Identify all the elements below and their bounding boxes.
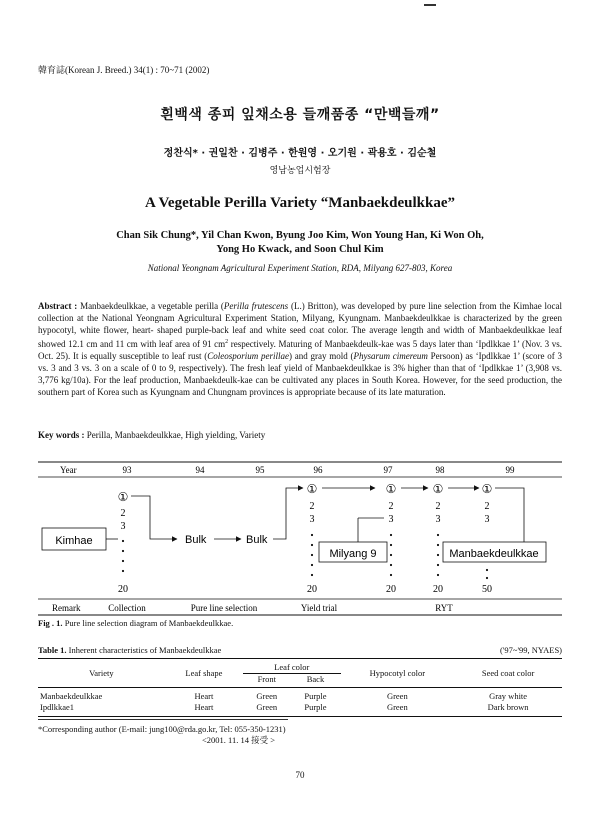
col93-count: 20 (118, 584, 128, 595)
characteristics-table (38, 658, 562, 717)
col96-count: 20 (307, 584, 317, 595)
col99-two: 2 (484, 501, 490, 512)
footnote-corresponding-author: *Corresponding author (E-mail: jung100@rda.go.kr, Tel: 055-350-1231) (38, 724, 286, 734)
journal-reference: 韓育誌(Korean J. Breed.) 34(1) : 70~71 (2002) (38, 65, 210, 75)
english-authors-line-2: Yong Ho Kwack, and Soon Chul Kim (216, 244, 384, 255)
page-number: 70 (295, 770, 305, 780)
cell-hypocotyl: Green (386, 691, 408, 701)
table-caption-label: Table 1. (38, 645, 67, 655)
bulk-94: Bulk (185, 534, 207, 546)
cell-leaf-shape: Heart (194, 702, 214, 712)
col93-dots (122, 540, 124, 572)
korean-authors: 정찬식* · 권일찬 · 김병주 · 한원영 · 오기원 · 곽용호 · 김순철 (163, 148, 437, 159)
english-title: A Vegetable Perilla Variety “Manbaekdeulkkae” (144, 195, 455, 211)
english-authors (0, 229, 600, 257)
abstract-text-3: respectively. Maturing of Manbaekdeulk-kae was 5 days later than ‘Ipdlkkae 1’ (Nov. 3 vs. Oct. 25). It is equally susceptible to leaf rust ( (38, 339, 563, 361)
english-institution: National Yeongnam Agricultural Experiment Station, RDA, Milyang 627-803, Korea (147, 263, 453, 273)
kimhae-label: Kimhae (55, 535, 93, 547)
year-94: 94 (195, 465, 205, 475)
abstract (38, 300, 562, 398)
col99-three: 3 (484, 514, 490, 525)
keywords-text: Perilla, Manbaekdeulkkae, High yielding, Variety (84, 430, 266, 440)
th-front: Front (257, 674, 276, 684)
th-variety: Variety (89, 668, 114, 678)
cell-hypocotyl: Green (386, 702, 408, 712)
year-98: 98 (435, 465, 445, 475)
keywords-label: Key words : (38, 430, 85, 440)
cell-front: Green (256, 702, 278, 712)
korean-institution: 영남농업시험장 (269, 166, 331, 176)
milyang9-label: Milyang 9 (329, 548, 377, 560)
selection-diagram (38, 458, 562, 618)
col97-count: 20 (386, 584, 396, 595)
remark-collection: Collection (108, 603, 146, 613)
th-back: Back (306, 674, 325, 684)
col97-dots (390, 534, 392, 576)
figure-caption-label: Fig . 1. (38, 618, 63, 628)
th-hypocotyl: Hypocotyl color (369, 667, 426, 678)
korean-title: 흰백색 종피 잎채소용 들깨품종 “만백들깨” (160, 107, 440, 123)
table-row (38, 702, 562, 717)
col98-count: 20 (433, 584, 443, 595)
arrow-bulk-to-96 (273, 488, 303, 539)
table-caption (38, 645, 221, 655)
bulk-95: Bulk (246, 534, 268, 546)
arrow-93-to-bulk (131, 496, 177, 539)
col96-circled-one: ① (306, 482, 318, 496)
year-95: 95 (255, 465, 265, 475)
remark-yield-trial: Yield trial (300, 603, 338, 613)
abstract-superscript: 2 (225, 339, 229, 345)
table-note: ('97~'99, NYAES) (500, 645, 562, 655)
abstract-mold-species: Physarum cimereum (353, 351, 428, 361)
th-leaf-shape: Leaf shape (185, 667, 223, 678)
top-mark (424, 4, 436, 6)
col99-dots (486, 569, 488, 579)
th-seed-coat: Seed coat color (481, 667, 535, 678)
abstract-text-5: Persoon) as ‘Ipdlkkae 1’ (score of 3 vs. 3 and 3 vs. 3 on a scale of 0 to 9, respectively). The fresh leaf yield of Manbaekdeulkkae is 3% higher than that of ‘Ipdlkkae 1’ (3,908 vs. 3,776 kg/10a). For the leaf production, Manbaekdeulk-kae can be cultivated any places in South Korea. However, for the seed production, the southern part of Korea such as Kyungnam and Chungnam provinces is appropriate because of its late maturation. (38, 351, 562, 397)
english-authors-line-1: Chan Sik Chung*, Yil Chan Kwon, Byung Joo Kim, Won Young Han, Ki Won Oh, (116, 230, 484, 241)
abstract-text-2: (L.) Britton), was developed by pure line selection from the Kimhae local collection at the National Yeongnam Agricultural Experiment Station, Milyang, Kyungnam. Manbaekdeulkkae is characterized by the green hypocotyl, white flower, heart- shaped purple-back leaf and white seed coat color. The average length and width of Manbaekdeulkkae leaf showed 12.1 cm and 11 cm with leaf area of 91 cm (38, 301, 562, 349)
abstract-text-1: Manbaekdeulkkae, a vegetable perilla ( (77, 301, 224, 311)
cell-front: Green (256, 691, 278, 701)
col96-two: 2 (309, 501, 315, 512)
year-93: 93 (122, 465, 132, 475)
remark-ryt: RYT (435, 603, 453, 613)
cell-back: Purple (304, 691, 327, 701)
col93-circled-one: ① (117, 490, 129, 504)
table-caption-text: Inherent characteristics of Manbaekdeulkkae (66, 645, 222, 655)
col98-three: 3 (435, 514, 441, 525)
col97-two: 2 (388, 501, 394, 512)
cell-variety: Manbaekdeulkkae (40, 691, 103, 701)
figure-caption-text: Pure line selection diagram of Manbaekdeulkkae. (62, 618, 234, 628)
cell-variety: Ipdlkkae1 (40, 702, 74, 712)
year-96: 96 (313, 465, 323, 475)
abstract-label: Abstract : (38, 301, 78, 311)
keywords (38, 430, 265, 440)
col96-dots (311, 534, 313, 576)
th-leaf-color: Leaf color (243, 659, 340, 674)
year-97: 97 (383, 465, 393, 475)
remark-pure-line: Pure line selection (190, 603, 258, 613)
abstract-text-4: ) and gray mold ( (289, 351, 354, 361)
cell-seed-coat: Gray white (489, 691, 528, 701)
col98-dots (437, 534, 439, 576)
footnote-received-date: <2001. 11. 14 接受 > (202, 735, 276, 745)
year-99: 99 (505, 465, 515, 475)
col99-circled-one: ① (481, 482, 493, 496)
cell-seed-coat: Dark brown (487, 702, 529, 712)
col96-three: 3 (309, 514, 315, 525)
footnote-rule (38, 719, 288, 720)
cell-leaf-shape: Heart (194, 691, 214, 701)
footnote (38, 724, 286, 746)
abstract-species: Perilla frutescens (223, 301, 289, 311)
col98-circled-one: ① (432, 482, 444, 496)
col97-circled-one: ① (385, 482, 397, 496)
diagram-remark-label: Remark (52, 603, 81, 613)
col99-connector (495, 488, 524, 542)
abstract-rust-species: Coleosporium perillae (207, 351, 290, 361)
cell-back: Purple (304, 702, 327, 712)
col98-two: 2 (435, 501, 441, 512)
diagram-year-label: Year (60, 465, 77, 475)
table-row (38, 688, 562, 703)
col99-count: 50 (482, 584, 492, 595)
col93-three: 3 (120, 521, 126, 532)
col97-three: 3 (388, 514, 394, 525)
col93-two: 2 (120, 508, 126, 519)
manbaek-label: Manbaekdeulkkae (449, 548, 539, 560)
figure-caption (38, 618, 233, 628)
